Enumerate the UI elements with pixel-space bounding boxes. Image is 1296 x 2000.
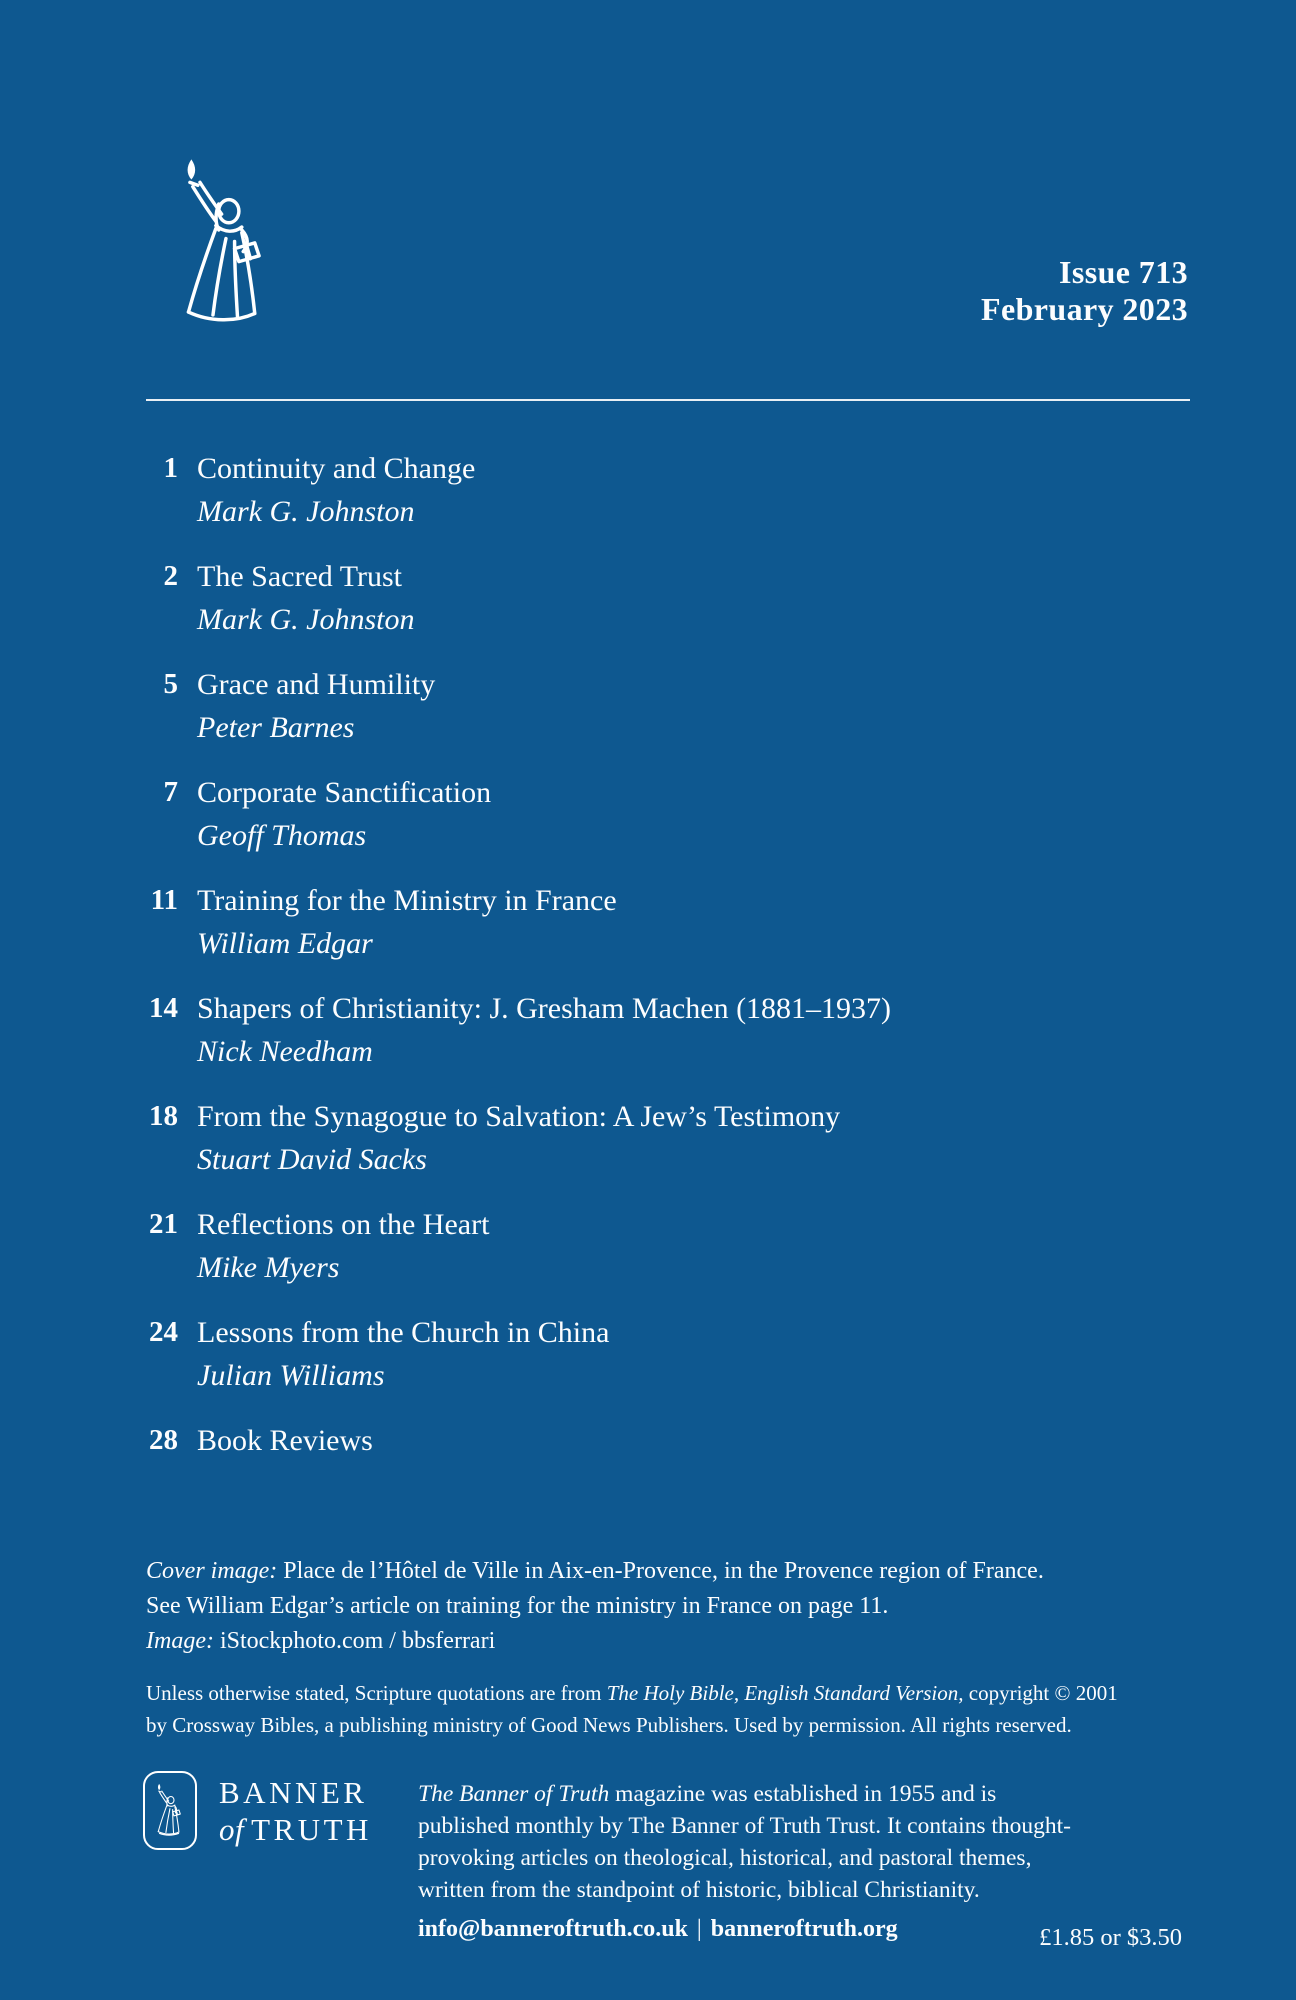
issue-number: Issue 713 — [1059, 254, 1188, 290]
toc-title: From the Synagogue to Salvation: A Jew’s Testimony — [197, 1100, 841, 1133]
toc-title: The Sacred Trust — [197, 560, 402, 593]
toc-entry — [146, 555, 891, 641]
cover-image-label: Cover image: — [146, 1558, 278, 1584]
about-line2: published monthly by The Banner of Truth Trust. It contains thought- — [418, 1813, 1072, 1839]
toc-author: Geoff Thomas — [197, 819, 367, 852]
cover-note-line3: Image: iStockphoto.com / bbsferrari — [146, 1628, 496, 1654]
cover-note-line1: Cover image: Place de l’Hôtel de Ville in Aix-en-Provence, in the Provence region of France. — [146, 1558, 1044, 1584]
toc-page-number: 2 — [163, 560, 178, 592]
issue-info — [981, 254, 1188, 328]
price-label: £1.85 or $3.50 — [1039, 1924, 1182, 1951]
cover-image-note — [146, 1554, 1044, 1659]
contact-line — [418, 1916, 898, 1943]
about-line4: written from the standpoint of historic, biblical Christianity. — [418, 1877, 980, 1903]
scripture-copyright-note — [146, 1677, 1118, 1741]
about-line3: provoking articles on theological, historical, and pastoral themes, — [418, 1845, 1032, 1871]
toc-title: Shapers of Christianity: J. Gresham Machen (1881–1937) — [197, 992, 892, 1025]
image-credit-label: Image: — [146, 1628, 214, 1654]
toc-entry — [146, 1419, 891, 1462]
toc-entry — [146, 1311, 891, 1397]
toc-page-number: 1 — [163, 452, 178, 484]
toc-author: Nick Needham — [197, 1035, 373, 1068]
toc-author: William Edgar — [197, 927, 373, 960]
wordmark-banner: BANNER — [219, 1775, 368, 1810]
table-of-contents — [146, 447, 891, 1484]
header-divider — [146, 399, 1190, 401]
toc-author: Stuart David Sacks — [197, 1143, 427, 1176]
toc-page-number: 7 — [163, 776, 178, 808]
scripture-note-line1: Unless otherwise stated, Scripture quotations are from The Holy Bible, English Standard Version, copyright © 2001 — [146, 1681, 1118, 1705]
contact-website: banneroftruth.org — [710, 1916, 898, 1942]
toc-title: Corporate Sanctification — [197, 776, 492, 809]
standard-bearer-logo-icon — [151, 155, 298, 325]
toc-title: Continuity and Change — [197, 452, 476, 485]
toc-page-number: 11 — [150, 884, 178, 916]
cover-note-line2: See William Edgar’s article on training for the ministry in France on page 11. — [146, 1593, 889, 1619]
toc-author: Mark G. Johnston — [197, 603, 415, 636]
toc-author: Mark G. Johnston — [197, 495, 415, 528]
toc-entry — [146, 1095, 891, 1181]
toc-entry — [146, 447, 891, 533]
contact-email: info@banneroftruth.co.uk — [418, 1916, 688, 1942]
banner-of-truth-wordmark — [219, 1774, 372, 1848]
scripture-note-line2: by Crossway Bibles, a publishing ministry of Good News Publishers. Used by permission. All rights reserved. — [146, 1713, 1072, 1737]
toc-author: Mike Myers — [197, 1251, 340, 1284]
toc-page-number: 28 — [149, 1424, 178, 1456]
toc-entry — [146, 663, 891, 749]
toc-entry — [146, 1203, 891, 1289]
toc-page-number: 5 — [163, 668, 178, 700]
toc-entry — [146, 987, 891, 1073]
banner-of-truth-stamp-icon — [143, 1771, 197, 1850]
toc-title: Lessons from the Church in China — [197, 1316, 610, 1349]
wordmark-of-truth: of TRUTH — [219, 1812, 372, 1847]
toc-author: Julian Williams — [197, 1359, 385, 1392]
toc-page-number: 18 — [149, 1100, 178, 1132]
toc-entry — [146, 879, 891, 965]
toc-page-number: 14 — [149, 992, 178, 1024]
toc-author: Peter Barnes — [197, 711, 355, 744]
contact-separator: | — [696, 1916, 702, 1942]
toc-entry — [146, 771, 891, 857]
toc-title: Grace and Humility — [197, 668, 436, 701]
about-line1: The Banner of Truth magazine was established in 1955 and is — [418, 1781, 997, 1807]
toc-page-number: 21 — [149, 1208, 178, 1240]
toc-title: Training for the Ministry in France — [197, 884, 617, 917]
toc-page-number: 24 — [149, 1316, 178, 1348]
toc-title: Reflections on the Heart — [197, 1208, 490, 1241]
issue-date: February 2023 — [981, 291, 1188, 327]
publisher-description — [418, 1778, 1071, 1906]
toc-title: Book Reviews — [197, 1424, 373, 1457]
